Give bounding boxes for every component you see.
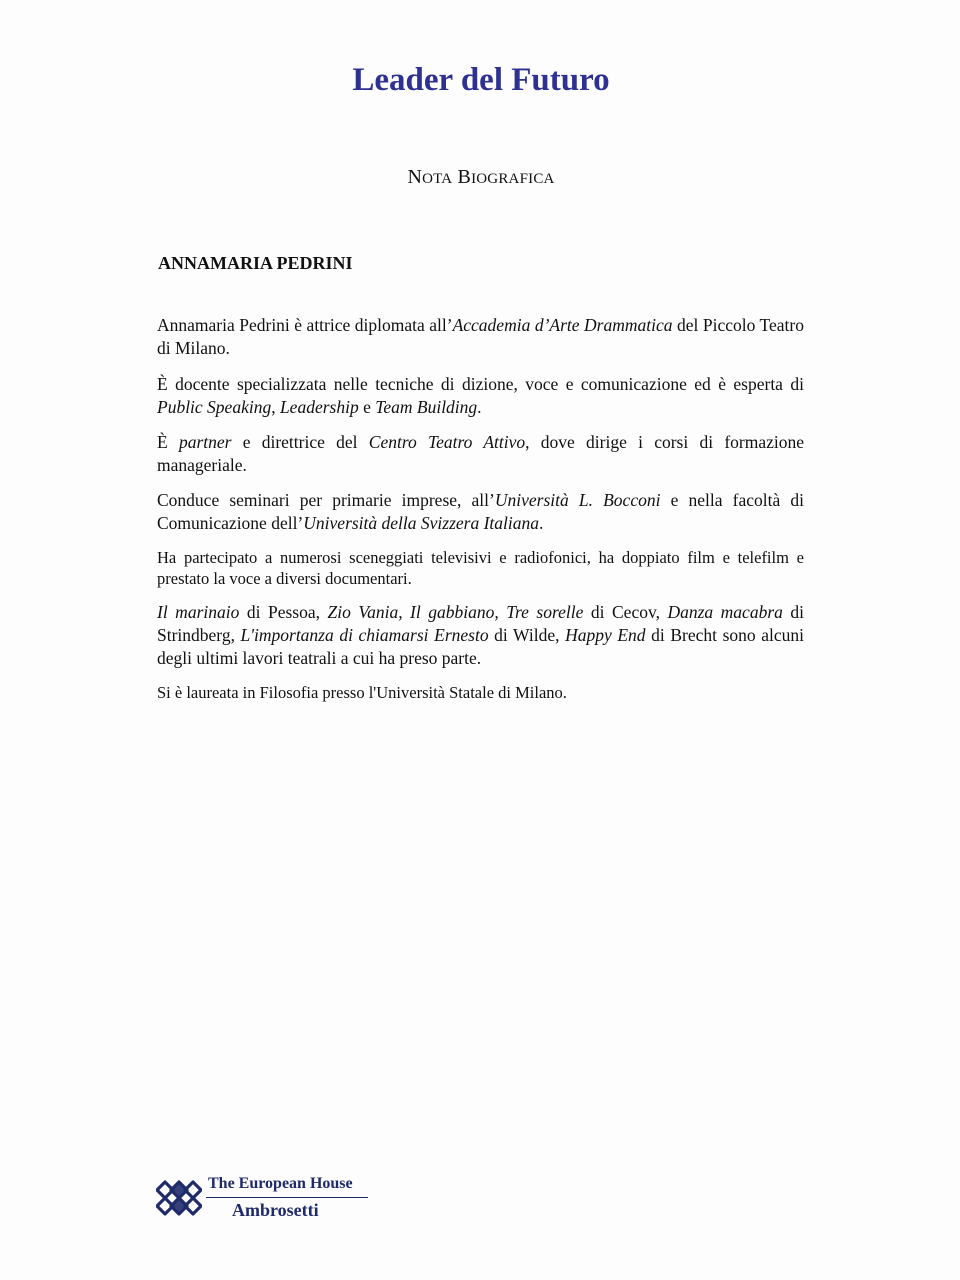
bio-paragraph-1: Annamaria Pedrini è attrice diplomata all’Accademia d’Arte Drammatica del Piccolo Teatro di Milano. — [157, 315, 804, 358]
logo-text-line-2: Ambrosetti — [232, 1200, 319, 1220]
logo-text-line-1: The European House — [208, 1175, 353, 1192]
ambrosetti-logo — [156, 1175, 376, 1225]
subtitle-initial-n: N — [407, 166, 423, 188]
italic-text: Accademia d’Arte Drammatica — [452, 315, 673, 335]
bio-paragraph-6: Il marinaio di Pessoa, Zio Vania, Il gabbiano, Tre sorelle di Cecov, Danza macabra di Strindberg, L'importanza di chiamarsi Ernesto di Wilde, Happy End di Brecht sono alcuni degli ultimi lavori teatrali a cui ha preso parte. — [157, 602, 804, 668]
subtitle-rest-iografica: IOGRAFICA — [471, 171, 555, 187]
page-title: Leader del Futuro — [352, 62, 610, 98]
bio-paragraph-7: Si è laureata in Filosofia presso l'Università Statale di Milano. — [157, 683, 567, 702]
subtitle-initial-b: B — [457, 166, 472, 188]
bio-paragraph-4: Conduce seminari per primarie imprese, all’Università L. Bocconi e nella facoltà di Comunicazione dell’Università della Svizzera Italiana. — [157, 490, 804, 533]
italic-text: Università L. Bocconi — [494, 490, 661, 510]
italic-text: partner — [178, 432, 232, 452]
italic-text: Università della Svizzera Italiana — [303, 513, 540, 533]
italic-text: Team Building — [375, 397, 478, 417]
bio-paragraph-3: È partner e direttrice del Centro Teatro Attivo, dove dirige i corsi di formazione manageriale. — [157, 432, 805, 475]
italic-text: L'importanza di chiamarsi Ernesto — [240, 625, 489, 645]
italic-text: Happy End — [565, 625, 646, 645]
italic-text: Public Speaking — [157, 397, 272, 417]
italic-text: Centro Teatro Attivo — [368, 432, 526, 452]
italic-text: Zio Vania, Il gabbiano, Tre sorelle — [327, 602, 584, 622]
ambrosetti-logo-icon — [156, 1178, 202, 1218]
person-name: ANNAMARIA PEDRINI — [158, 253, 353, 273]
italic-text: Leadership — [279, 397, 359, 417]
bio-paragraph-5: Ha partecipato a numerosi sceneggiati televisivi e radiofonici, ha doppiato film e telefilm e prestato la voce a diversi documentari. — [157, 548, 804, 588]
italic-text: Danza macabra — [667, 602, 783, 622]
biography-body — [157, 314, 804, 703]
subtitle-rest-ota: OTA — [422, 171, 453, 187]
bio-paragraph-2: È docente specializzata nelle tecniche di dizione, voce e comunicazione ed è esperta di Public Speaking, Leadership e Team Building. — [157, 374, 804, 417]
document-subtitle — [0, 166, 960, 189]
logo-divider — [206, 1197, 368, 1198]
italic-text: Il marinaio — [157, 602, 240, 622]
